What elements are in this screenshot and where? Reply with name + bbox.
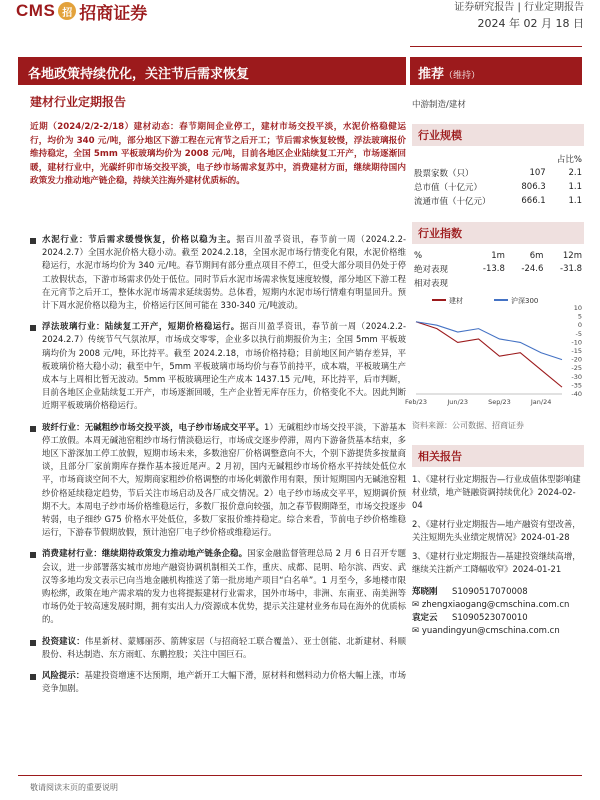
index-chart bbox=[405, 294, 584, 431]
bullet-square-icon bbox=[30, 426, 36, 432]
bullet-item bbox=[30, 421, 406, 540]
industry-scale-table bbox=[412, 152, 584, 208]
report-subtitle: 建材行业定期报告 bbox=[30, 95, 127, 109]
bullet-square-icon bbox=[30, 640, 36, 646]
divider bbox=[410, 46, 582, 47]
logo-cn: 招商证券 bbox=[79, 3, 148, 24]
y-tick-label: -10 bbox=[571, 338, 582, 347]
bullet-item bbox=[30, 320, 406, 412]
y-tick-label: 5 bbox=[577, 312, 582, 321]
analyst-name: 郑晓刚 bbox=[412, 587, 438, 597]
email-icon: ✉ bbox=[412, 626, 422, 636]
logo-en: CMS bbox=[16, 1, 56, 20]
bullet-head: 浮法玻璃行业：陆续复工开产，短期价格稳运行。 bbox=[42, 321, 240, 332]
rating-sub: （维持） bbox=[444, 71, 481, 81]
series-line bbox=[416, 322, 562, 360]
bullet-item bbox=[30, 635, 406, 661]
bullet-item bbox=[30, 669, 406, 695]
industry-index-table bbox=[412, 250, 584, 290]
series-line bbox=[416, 322, 562, 387]
related-reports bbox=[412, 473, 584, 576]
report-meta bbox=[454, 0, 584, 32]
report-date: 2024 年 02 月 18 日 bbox=[477, 17, 584, 30]
right-column bbox=[405, 90, 584, 638]
bullet-item bbox=[30, 547, 406, 626]
report-title: 各地政策持续优化，关注节后需求恢复 bbox=[18, 57, 406, 85]
y-tick-label: -30 bbox=[571, 372, 582, 381]
table-row: 股票家数（只） 107 2.1 bbox=[414, 168, 582, 179]
bullet-head: 玻纤行业：无碱粗纱市场交投平淡，电子纱市场成交平平。 bbox=[42, 421, 265, 432]
y-tick-label: 10 bbox=[573, 304, 582, 312]
bullet-square-icon bbox=[30, 325, 36, 331]
legend-label: 沪深300 bbox=[511, 297, 539, 305]
table-row bbox=[412, 152, 584, 166]
x-tick-label: Feb/23 bbox=[405, 398, 427, 406]
bullet-head: 风险提示： bbox=[42, 670, 85, 681]
table-header: 占比% bbox=[556, 155, 582, 165]
logo-badge-icon: 招 bbox=[58, 2, 76, 20]
related-report-link[interactable]: 1、《建材行业定期报告—行业成值体型影响建材业绩，地产链融资调持续优化》2024-02-04 bbox=[412, 474, 581, 510]
bullet-square-icon bbox=[30, 674, 36, 680]
bullet-square-icon bbox=[30, 552, 36, 558]
y-tick-label: -25 bbox=[571, 364, 582, 373]
analyst-entry bbox=[412, 586, 584, 599]
x-tick-label: Jan/24 bbox=[530, 398, 552, 406]
bullet-square-icon bbox=[30, 238, 36, 244]
bullet-body: 1）无碱粗纱市场交投平淡，下游基本停工放假。本周无碱池窑粗纱市场行情淡稳运行，市场成交逐步停滞，周内下游备货基本结束，多地区下游深加工停工放假，短期市场未来，多数池窑厂价格调整意向不大，个别下游提货多按量商谈，且部分厂家前期库存操作基本接近尾声。2 月初，国内无碱粗纱市场价格水平持续处低位水平，市场商谈空间不大，短期商家粗纱价格调整的市场化刺激作用有限，预计短期国内无碱池窑粗纱价格延续稳定趋势，节后关注市场启动及各厂成交情况。2）电子纱市场成交平平，短期调价预期不大。本周电子纱市场价格维稳运行，多数厂报价意向较强，加之春节假期降至，市场交投逐步转弱，电子细纱 G75 价格水平处低位，多数厂家报价维持稳定。综合来看，节前电子纱价格维稳运行，下游春节假期放假，预计池窑厂电子纱价格或维稳运行。 bbox=[42, 421, 407, 538]
analyst-id: S1090523070010 bbox=[452, 613, 528, 623]
table-row: 总市值（十亿元） 806.3 1.1 bbox=[414, 182, 582, 193]
bullet-head: 消费建材行业：继续期待政策发力推动地产链条企稳。 bbox=[42, 548, 248, 559]
bullet-body: 据百川盈孚资讯，春节前一周（2024.2.2-2024.2.7）全国水泥价格大稳小动。截至 2024.2.18，全国水泥市场行情变化有限，水泥价格维稳运行，水泥市场均价为 340 元/吨。春节期间有部分重点项目不停工，但受大部分项目仍处于停工放假状态，下游市场需求仍处于低位。同时节后水泥市场需求恢复速度较慢，部分地区下游工程在元宵节之后开工，整体水泥市场需求延续弱势。总体看，短期内水泥市场行情难有明显回升。预计下周水泥价格以稳为主，价格运行区间可能在 330-340 元/吨波动。 bbox=[42, 234, 406, 311]
email-icon: ✉ bbox=[412, 600, 422, 610]
bullet-item bbox=[30, 233, 406, 312]
bullet-body: 国家金融监督管理总局 2 月 6 日召开专题会议，进一步部署落实城市房地产融资协调机制相关工作，重庆、成都、昆明、哈尔滨、西安、武汉等多地均发文表示已向当地金融机构推送了第一批房地产项目“白名单”。1 月至今，多地楼市限购松绑，政策在地产需求端的发力也将提振建材行业需求，国外市场中，非洲、东南亚、南美洲等市场仍处于较高速发展时期，拥有实出人力/资源成本优势，提示关注建材业务布局在海外的优质标的。 bbox=[42, 548, 406, 625]
table-row: % 1m 6m 12m bbox=[414, 251, 582, 261]
page-header bbox=[0, 0, 600, 56]
logo bbox=[16, 0, 147, 22]
analyst-list bbox=[412, 586, 584, 638]
y-tick-label: -40 bbox=[571, 390, 582, 398]
analyst-id: S1090517070008 bbox=[452, 587, 528, 597]
bullet-body: 据百川盈孚资讯，春节前一周（2024.2.2-2024.2.7）传统节气气氛浓厚，市场成交零零，企业多以执行前期报价为主；全国 5mm 平板玻璃均价为 2008 元/吨，环比持平。截至 2024.2.18，市场价格持稳；目前地区间产销存差异，平板玻璃价格大稳小动；截至中午，5mm 平板玻璃市场均价与春节前持平，成本端，平板玻璃生产成本与上周相比暂无波动。5mm 平板玻璃理论生产成本 1437.15 元/吨，环比持平，后市判断，目前各地区企业陆续复工开产，市场逐渐回暖，生产企业暂无库存压力，价格变化不大。因此判断近期平板玻璃价格稳运行。 bbox=[42, 321, 407, 411]
table-row: 绝对表现 -13.8 -24.6 -31.8 bbox=[414, 264, 582, 275]
analyst-email[interactable]: ✉ yuandingyun@cmschina.com.cn bbox=[412, 626, 560, 636]
bullet-list bbox=[30, 233, 406, 704]
industry-scale-header: 行业规模 bbox=[412, 124, 584, 146]
bullet-head: 投资建议： bbox=[42, 635, 85, 646]
report-type: 证券研究报告 | 行业定期报告 bbox=[454, 2, 584, 13]
y-tick-label: -20 bbox=[571, 355, 582, 364]
bullet-body: 伟星新材、蒙娜丽莎、箭牌家居（与招商轻工联合覆盖）、亚士创能、北新建材、科顺股份、科达制造、东方雨虹、东鹏控股；关注中国巨石。 bbox=[42, 635, 406, 659]
industry-label: 中游制造/建材 bbox=[412, 100, 466, 110]
chart-source: 资料来源：公司数据、招商证券 bbox=[412, 421, 524, 430]
bullet-head: 水泥行业：节后需求缓慢恢复，价格以稳为主。 bbox=[42, 234, 237, 244]
table-row: 流通市值（十亿元） 666.1 1.1 bbox=[414, 196, 582, 207]
y-tick-label: -15 bbox=[571, 347, 582, 355]
legend-label: 建材 bbox=[449, 297, 463, 305]
rating-label: 推荐 bbox=[418, 67, 445, 82]
analyst-name: 袁定云 bbox=[412, 613, 438, 623]
analyst-entry bbox=[412, 612, 584, 625]
y-tick-label: 0 bbox=[577, 321, 582, 330]
rating-banner bbox=[410, 57, 582, 85]
bullet-body: 基建投资增速不达预期，地产新开工大幅下滑，原材料和燃料动力价格大幅上涨，市场竞争加剧。 bbox=[42, 670, 407, 694]
related-report-link[interactable]: 3、《建材行业定期报告—基建投资继续高增，继续关注新产工降幅收窄》2024-01-21 bbox=[412, 551, 581, 574]
industry-index-header: 行业指数 bbox=[412, 222, 584, 244]
x-tick-label: Sep/23 bbox=[488, 398, 511, 406]
related-report-link[interactable]: 2、《建材行业定期报告—地产融资有望改善，关注短期先头业绩定规情况》2024-01-28 bbox=[412, 519, 581, 542]
footer-divider bbox=[18, 775, 582, 776]
y-tick-label: -5 bbox=[575, 329, 582, 338]
table-row: 相对表现 bbox=[414, 279, 449, 289]
x-tick-label: Jun/23 bbox=[447, 398, 469, 406]
line-chart bbox=[405, 294, 584, 414]
y-tick-label: -35 bbox=[571, 381, 582, 390]
related-reports-header: 相关报告 bbox=[412, 445, 584, 467]
analyst-email[interactable]: ✉ zhengxiaogang@cmschina.com.cn bbox=[412, 600, 570, 610]
summary-paragraph: 近期（2024/2/2-2/18）建材动态：春节期间企业停工，建材市场交投平淡，水泥价格稳健运行，均价为 340 元/吨，部分地区下游工程在元宵节之后开工；节后需求恢复较慢，浮法玻璃报价维持稳定，全国 5mm 平板玻璃均价为 2008 元/吨，目前各地区企业陆续复工开产，市场逐渐回暖，建材行业中，光碳纤卯市场交投平淡，电子纱市场需求复苏中，消费建材方面，继续期待国内政策发力推动地产链企稳，持续关注海外建材优质标的。 bbox=[30, 122, 406, 186]
footer-note: 敬请阅读末页的重要说明 bbox=[30, 783, 118, 792]
